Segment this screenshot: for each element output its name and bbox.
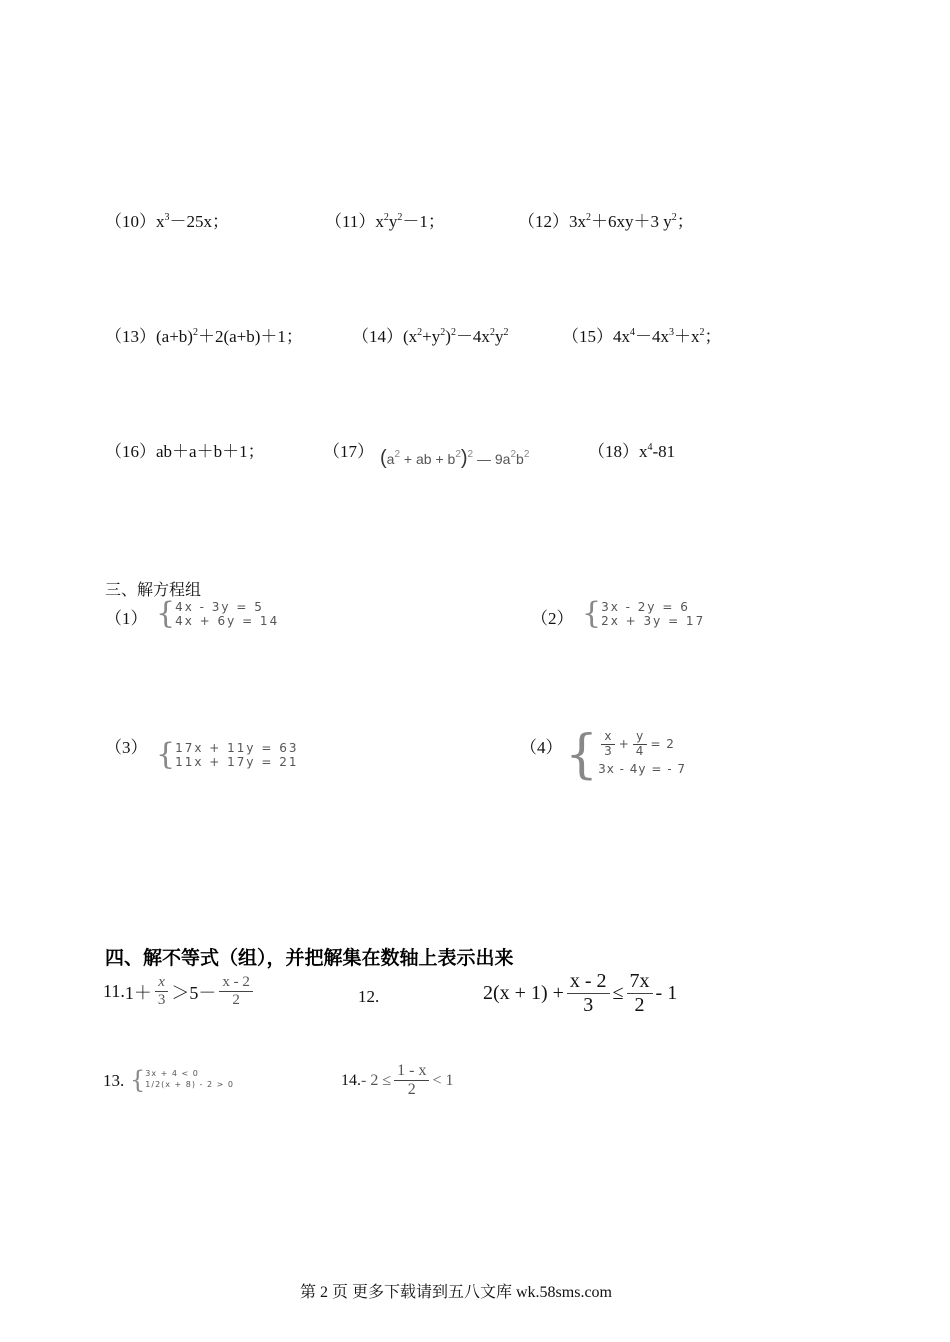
inequality-13-system: { 3x + 4 < 0 1/2(x + 8) - 2 > 0 [130,1066,234,1094]
system-1: { 4x - 3y = 5 4x + 6y = 14 [156,596,280,631]
inequality-12-label: 12. [358,987,380,1006]
page-footer: 第 2 页 更多下载请到五八文库 wk.58sms.com [300,1284,613,1301]
inequality-11: 11. 1＋ $\frac{x}{3}$ ＞5－ $\frac{x - 2}{2}$ [103,974,256,1010]
system-3-label: （3） [105,738,148,757]
brace-icon: { [156,596,176,631]
problem-17-expression: ($a^2$ + ab + $b^2)^2$ — $9a^2b^2$ [380,447,530,469]
brace-icon: { [565,725,599,785]
problem-10: $(10)x^3-25x$； [105,212,229,231]
system-4: { $\frac{x}{3}$ + $\frac{y}{4}$ = 2 3x - 4y = - 7 [565,725,686,785]
system-2: { 3x - 2y = 6 2x + 3y = 17 [582,596,706,631]
inequality-13-label: 13. [103,1071,125,1090]
system-3: { 17x + 11y = 63 11x + 17y = 21 [156,737,299,772]
inequality-14: 14. - 2 ≤ $\frac{1 - x}{2}$ < 1 [341,1062,454,1099]
section-4-heading: 四、解不等式（组），并把解集在数轴上表示出来 [105,947,514,969]
problem-12: $(12)3x^2+6xy+3$ $y^2$； [518,212,694,231]
inequality-12: 2(x + 1) + $\frac{x - 2}{3}$ ≤ $\frac{7x}{2}$ - 1 [483,970,678,1016]
brace-icon: { [582,596,602,631]
system-1-label: （1） [105,609,148,628]
problem-11: $(11)x^2y^2-1$； [325,212,445,231]
system-2-label: （2） [531,609,574,628]
brace-icon: { [156,737,176,772]
brace-icon: { [130,1066,146,1094]
system-4-label: （4） [520,738,563,757]
problem-17-label: （17） [323,442,374,461]
problem-14: $(14)(x^2+y^2)^2-4x^2y^2$ [352,327,509,346]
problem-16: （16）ab＋a＋b＋1； [105,442,265,461]
problem-18: $(18)x^4-81$ [588,442,676,461]
section-3-heading: 三、解方程组 [105,580,202,599]
problem-15: $(15)4x^4-4x^3+x^2$； [562,327,722,346]
problem-13: $(13)(a+b)^2+2(a+b)+1$； [105,327,303,346]
